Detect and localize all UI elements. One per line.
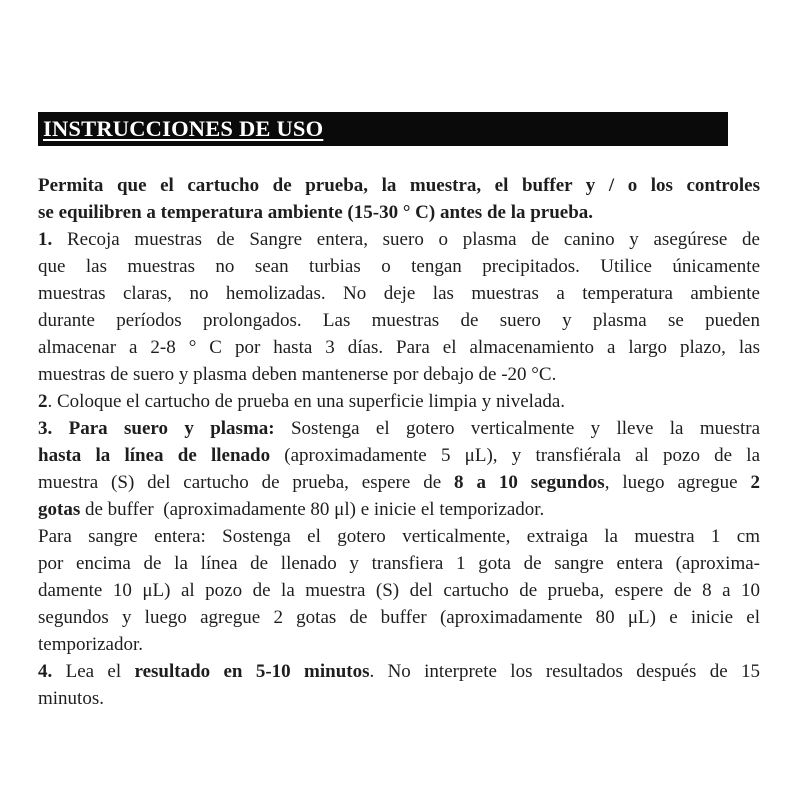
bold-text-run: 4. [38,661,53,682]
text-line [38,415,760,442]
text-line [38,334,760,361]
instructions-text [38,172,760,712]
text-run: Para sangre entera: Sostenga el gotero verticalmente, extraiga la muestra 1 cm [38,526,760,547]
text-line [38,172,760,199]
paragraph-step-1 [38,226,760,388]
text-run: muestra (S) del cartucho de prueba, espere de [38,472,455,493]
text-run: , luego agregue [604,472,751,493]
text-run: temporizador. [38,634,143,655]
text-run: segundos y luego agregue 2 gotas de buffer (aproximadamente 80 μL) e inicie el [38,607,760,628]
text-run: de buffer (aproximadamente 80 μl) e inicie el temporizador. [80,499,545,520]
bold-text-run: Permita que el cartucho de prueba, la muestra, el buffer y / o los controles [38,175,760,196]
bold-text-run: 2 [750,472,760,493]
text-run: por encima de la línea de llenado y transfiera 1 gota de sangre entera (aproxima- [38,553,760,574]
text-line [38,307,760,334]
text-line [38,442,760,469]
bold-text-run: resultado en 5-10 minutos [134,661,370,682]
text-line [38,631,760,658]
text-run: muestras de suero y plasma deben mantenerse por debajo de -20 °C. [38,364,557,385]
bold-text-run: hasta la línea de llenado [38,445,271,466]
text-line [38,253,760,280]
bold-text-run: 2 [38,391,48,412]
paragraph-step-3 [38,415,760,523]
bold-text-run: gotas [38,499,81,520]
text-line [38,199,760,226]
text-line [38,550,760,577]
section-title: INSTRUCCIONES DE USO [43,116,324,141]
bold-text-run: 3. Para suero y plasma: [38,418,275,439]
text-run: damente 10 μL) al pozo de la muestra (S) del cartucho de prueba, espere de 8 a 10 [38,580,760,601]
text-line [38,658,760,685]
bold-text-run: 8 a 10 segundos [454,472,605,493]
text-line [38,577,760,604]
text-run: muestras claras, no hemolizadas. No deje las muestras a temperatura ambiente [38,283,760,304]
bold-text-run: se equilibren a temperatura ambiente (15-30 ° C) antes de la prueba. [38,202,594,223]
bold-text-run: 1. [38,229,53,250]
text-line [38,469,760,496]
text-line [38,496,760,523]
text-run: . Coloque el cartucho de prueba en una superficie limpia y nivelada. [47,391,566,412]
section-header-bar [38,112,728,146]
paragraph-whole-blood [38,523,760,658]
text-run: Lea el [52,661,135,682]
text-line [38,604,760,631]
text-run: que las muestras no sean turbias o tengan precipitados. Utilice únicamente [38,256,760,277]
paragraph-step-4 [38,658,760,712]
text-line [38,685,760,712]
text-line [38,388,760,415]
text-line [38,523,760,550]
text-run: almacenar a 2-8 ° C por hasta 3 días. Para el almacenamiento a largo plazo, las [38,337,760,358]
text-run: durante períodos prolongados. Las muestras de suero y plasma se pueden [38,310,760,331]
text-run: minutos. [38,688,104,709]
paragraph-step-2 [38,388,760,415]
text-run: Recoja muestras de Sangre entera, suero o plasma de canino y asegúrese de [52,229,760,250]
text-line [38,226,760,253]
paragraph-intro [38,172,760,226]
text-run: Sostenga el gotero verticalmente y lleve la muestra [274,418,760,439]
text-run: (aproximadamente 5 μL), y transfiérala al pozo de la [270,445,761,466]
text-line [38,280,760,307]
text-run: . No interprete los resultados después de 15 [369,661,760,682]
text-line [38,361,760,388]
